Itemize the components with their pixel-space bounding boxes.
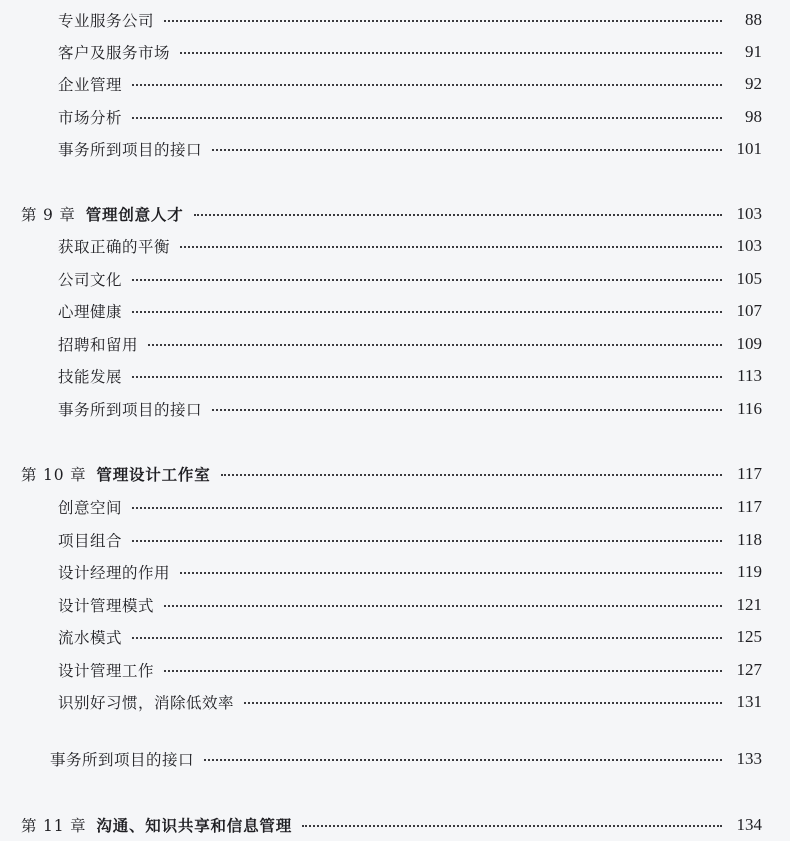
toc-chapter-title (21, 814, 292, 836)
toc-entry[interactable] (0, 68, 790, 100)
dot-leader (204, 759, 722, 761)
dot-leader (132, 376, 722, 378)
chapter-number: 第 9 章 (21, 206, 76, 224)
toc-page-number: 92 (745, 74, 762, 93)
dot-leader (164, 605, 722, 607)
toc-page-number: 105 (736, 269, 762, 288)
dot-leader (132, 507, 722, 509)
toc-page-number: 91 (745, 42, 762, 61)
toc-page-number: 117 (737, 497, 762, 516)
dot-leader (180, 572, 722, 574)
toc-entry-title: 心理健康 (58, 303, 123, 321)
toc-page-number: 121 (736, 595, 762, 614)
dot-leader (132, 279, 722, 281)
toc-page-number: 98 (745, 107, 762, 126)
toc-entry-title: 招聘和留用 (58, 336, 139, 354)
toc-entry-title: 技能发展 (58, 368, 123, 386)
toc-entry-title: 设计管理工作 (58, 662, 155, 680)
toc-entry[interactable] (0, 654, 790, 686)
toc-entry-title: 公司文化 (58, 271, 123, 289)
toc-page-number: 101 (736, 139, 762, 158)
toc-entry-title: 识别好习惯，消除低效率 (58, 694, 235, 712)
toc-entry-title: 流水模式 (58, 629, 123, 647)
dot-leader (132, 637, 722, 639)
toc-chapter-title (21, 203, 184, 225)
chapter-number: 第 10 章 (21, 466, 87, 484)
toc-page-number: 107 (736, 301, 762, 320)
toc-page-number: 125 (736, 627, 762, 646)
toc-page-number: 131 (736, 692, 762, 711)
dot-leader (212, 409, 722, 411)
toc-entry[interactable] (0, 524, 790, 556)
toc-page-number: 117 (737, 464, 762, 483)
toc-entry[interactable] (0, 328, 790, 360)
dot-leader (212, 149, 722, 151)
toc-page-number: 103 (736, 204, 762, 223)
dot-leader (132, 117, 722, 119)
toc-entry-title: 专业服务公司 (58, 12, 155, 30)
toc-entry[interactable] (0, 36, 790, 68)
toc-entry[interactable] (0, 263, 790, 295)
toc-entry-title: 创意空间 (58, 499, 123, 517)
dot-leader (194, 214, 722, 216)
toc-entry-title: 企业管理 (58, 76, 123, 94)
chapter-number: 第 11 章 (21, 817, 87, 835)
toc-chapter[interactable] (0, 809, 790, 841)
toc-entry-title: 事务所到项目的接口 (58, 141, 203, 159)
dot-leader (164, 670, 722, 672)
chapter-name: 管理创意人才 (85, 206, 184, 224)
toc-entry[interactable] (0, 295, 790, 327)
toc-entry-title: 市场分析 (58, 109, 123, 127)
dot-leader (148, 344, 722, 346)
toc-entry[interactable] (0, 743, 790, 775)
toc-entry-title: 事务所到项目的接口 (50, 751, 195, 769)
toc-page-number: 103 (736, 236, 762, 255)
toc-page-number: 88 (745, 10, 762, 29)
chapter-name: 管理设计工作室 (96, 466, 211, 484)
dot-leader (132, 311, 722, 313)
toc-entry-title: 项目组合 (58, 532, 123, 550)
toc-page-number: 116 (737, 399, 762, 418)
dot-leader (132, 540, 722, 542)
dot-leader (180, 246, 722, 248)
toc-page-number: 133 (736, 749, 762, 768)
dot-leader (164, 20, 722, 22)
toc-entry[interactable] (0, 4, 790, 36)
toc-chapter-title (21, 463, 211, 485)
toc-page-number: 109 (736, 334, 762, 353)
toc-chapter[interactable] (0, 198, 790, 230)
toc-entry[interactable] (0, 491, 790, 523)
toc-entry[interactable] (0, 621, 790, 653)
toc-entry[interactable] (0, 589, 790, 621)
toc-entry-title: 设计经理的作用 (58, 564, 171, 582)
toc-page-number: 134 (736, 815, 762, 834)
toc-page-number: 118 (737, 530, 762, 549)
toc-entry[interactable] (0, 101, 790, 133)
dot-leader (221, 474, 723, 476)
dot-leader (244, 702, 722, 704)
toc-chapter[interactable] (0, 458, 790, 490)
toc-entry[interactable] (0, 393, 790, 425)
toc-entry[interactable] (0, 133, 790, 165)
toc-entry-title: 获取正确的平衡 (58, 238, 171, 256)
toc-entry-title: 事务所到项目的接口 (58, 401, 203, 419)
toc-entry-title: 客户及服务市场 (58, 44, 171, 62)
chapter-name: 沟通、知识共享和信息管理 (96, 817, 292, 835)
toc-page-number: 127 (736, 660, 762, 679)
toc-page-number: 119 (737, 562, 762, 581)
dot-leader (302, 825, 722, 827)
toc-entry[interactable] (0, 360, 790, 392)
toc-entry[interactable] (0, 230, 790, 262)
toc-page-number: 113 (737, 366, 762, 385)
dot-leader (180, 52, 722, 54)
dot-leader (132, 84, 722, 86)
toc-entry[interactable] (0, 556, 790, 588)
toc-entry-title: 设计管理模式 (58, 597, 155, 615)
toc-entry[interactable] (0, 686, 790, 718)
